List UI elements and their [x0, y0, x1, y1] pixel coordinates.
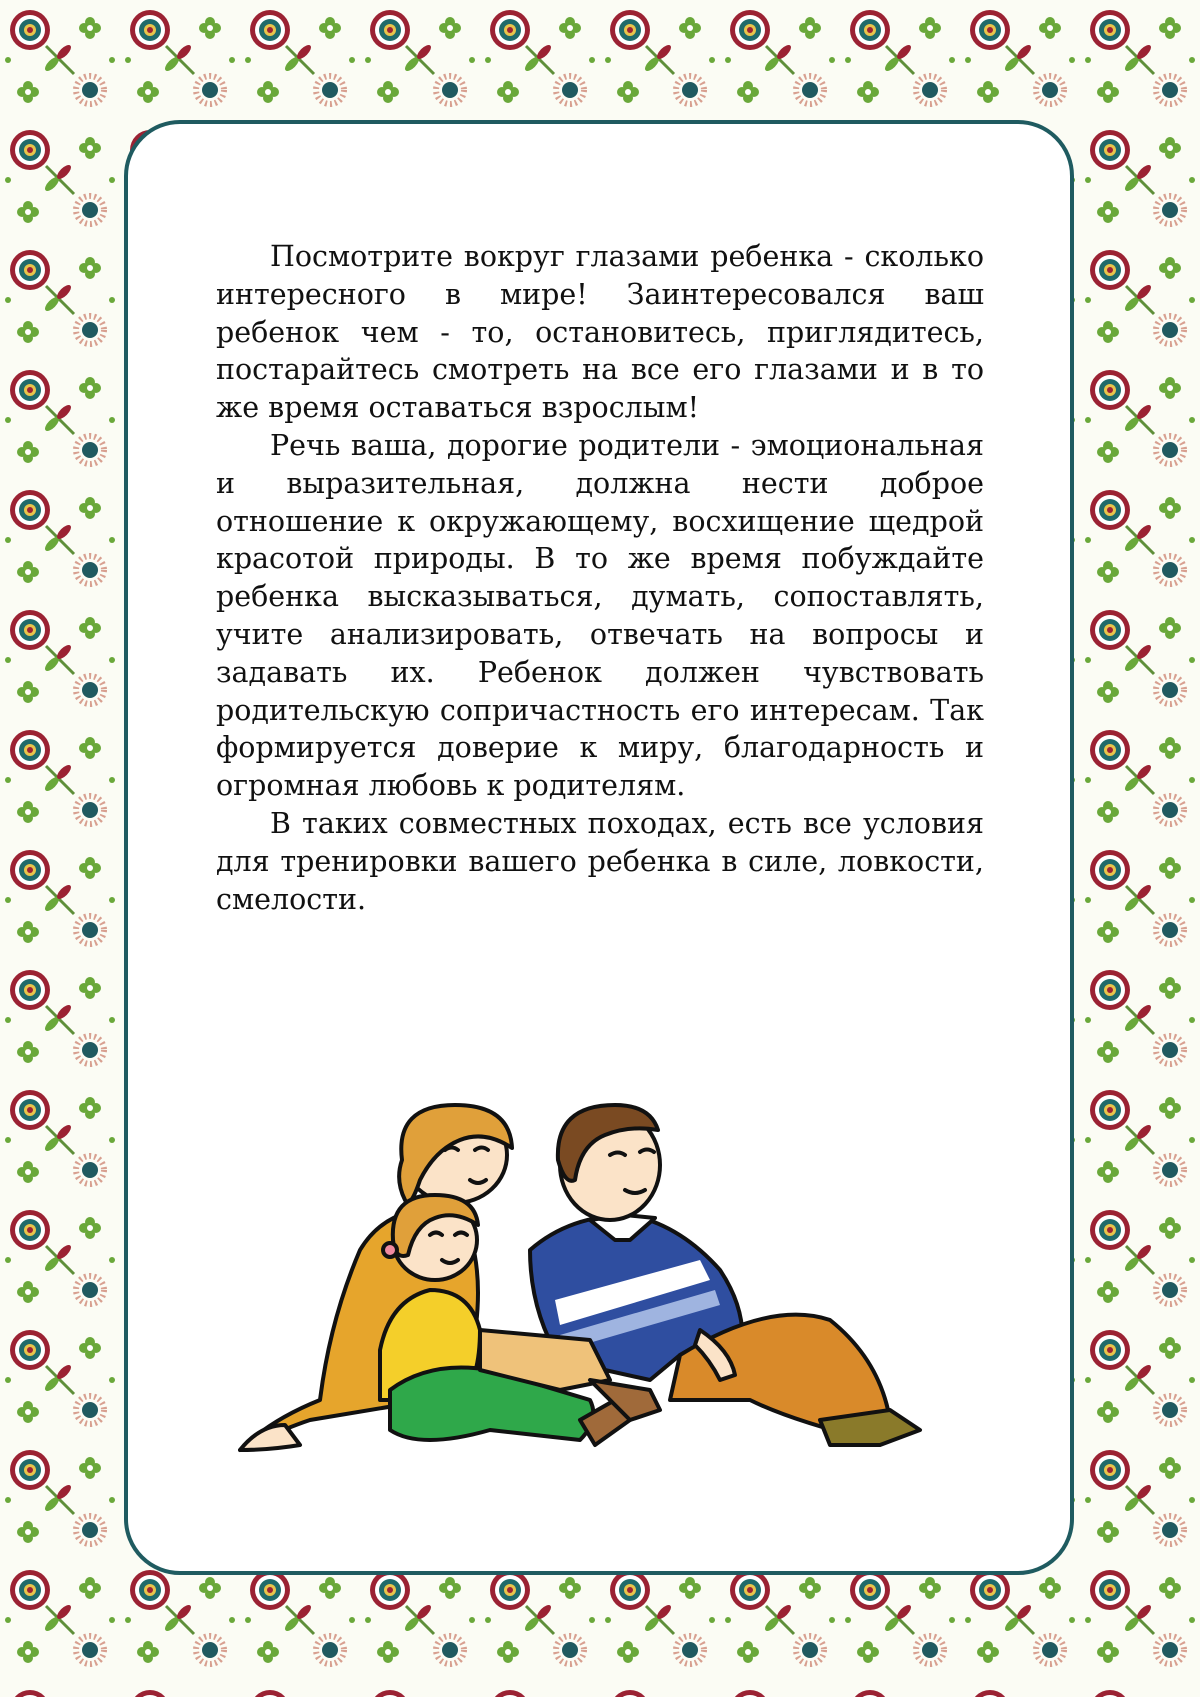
- text-block: [216, 238, 984, 918]
- paragraph-1: Посмотрите вокруг глазами ребенка - сколько интересного в мире! Заинтересовался ваш ребенок чем - то, остановитесь, приглядитесь, постарайтесь смотреть на все его глазами и в то же время оставаться взрослым!: [216, 240, 984, 425]
- family-illustration: [230, 1100, 970, 1500]
- paragraph-2: Речь ваша, дорогие родители - эмоциональная и выразительная, должна нести доброе отношение к окружающему, восхищение щедрой красотой природы. В то же время побуждайте ребенка высказываться, думать, сопоставлять, учите анализировать, отвечать на вопросы и задавать их. Ребенок должен чувствовать родительскую сопричастность его интересам. Так формируется доверие к миру, благодарность и огромная любовь к родителям.: [216, 428, 984, 803]
- paragraph-3: В таких совместных походах, есть все условия для тренировки вашего ребенка в силе, ловкости, смелости.: [216, 806, 984, 916]
